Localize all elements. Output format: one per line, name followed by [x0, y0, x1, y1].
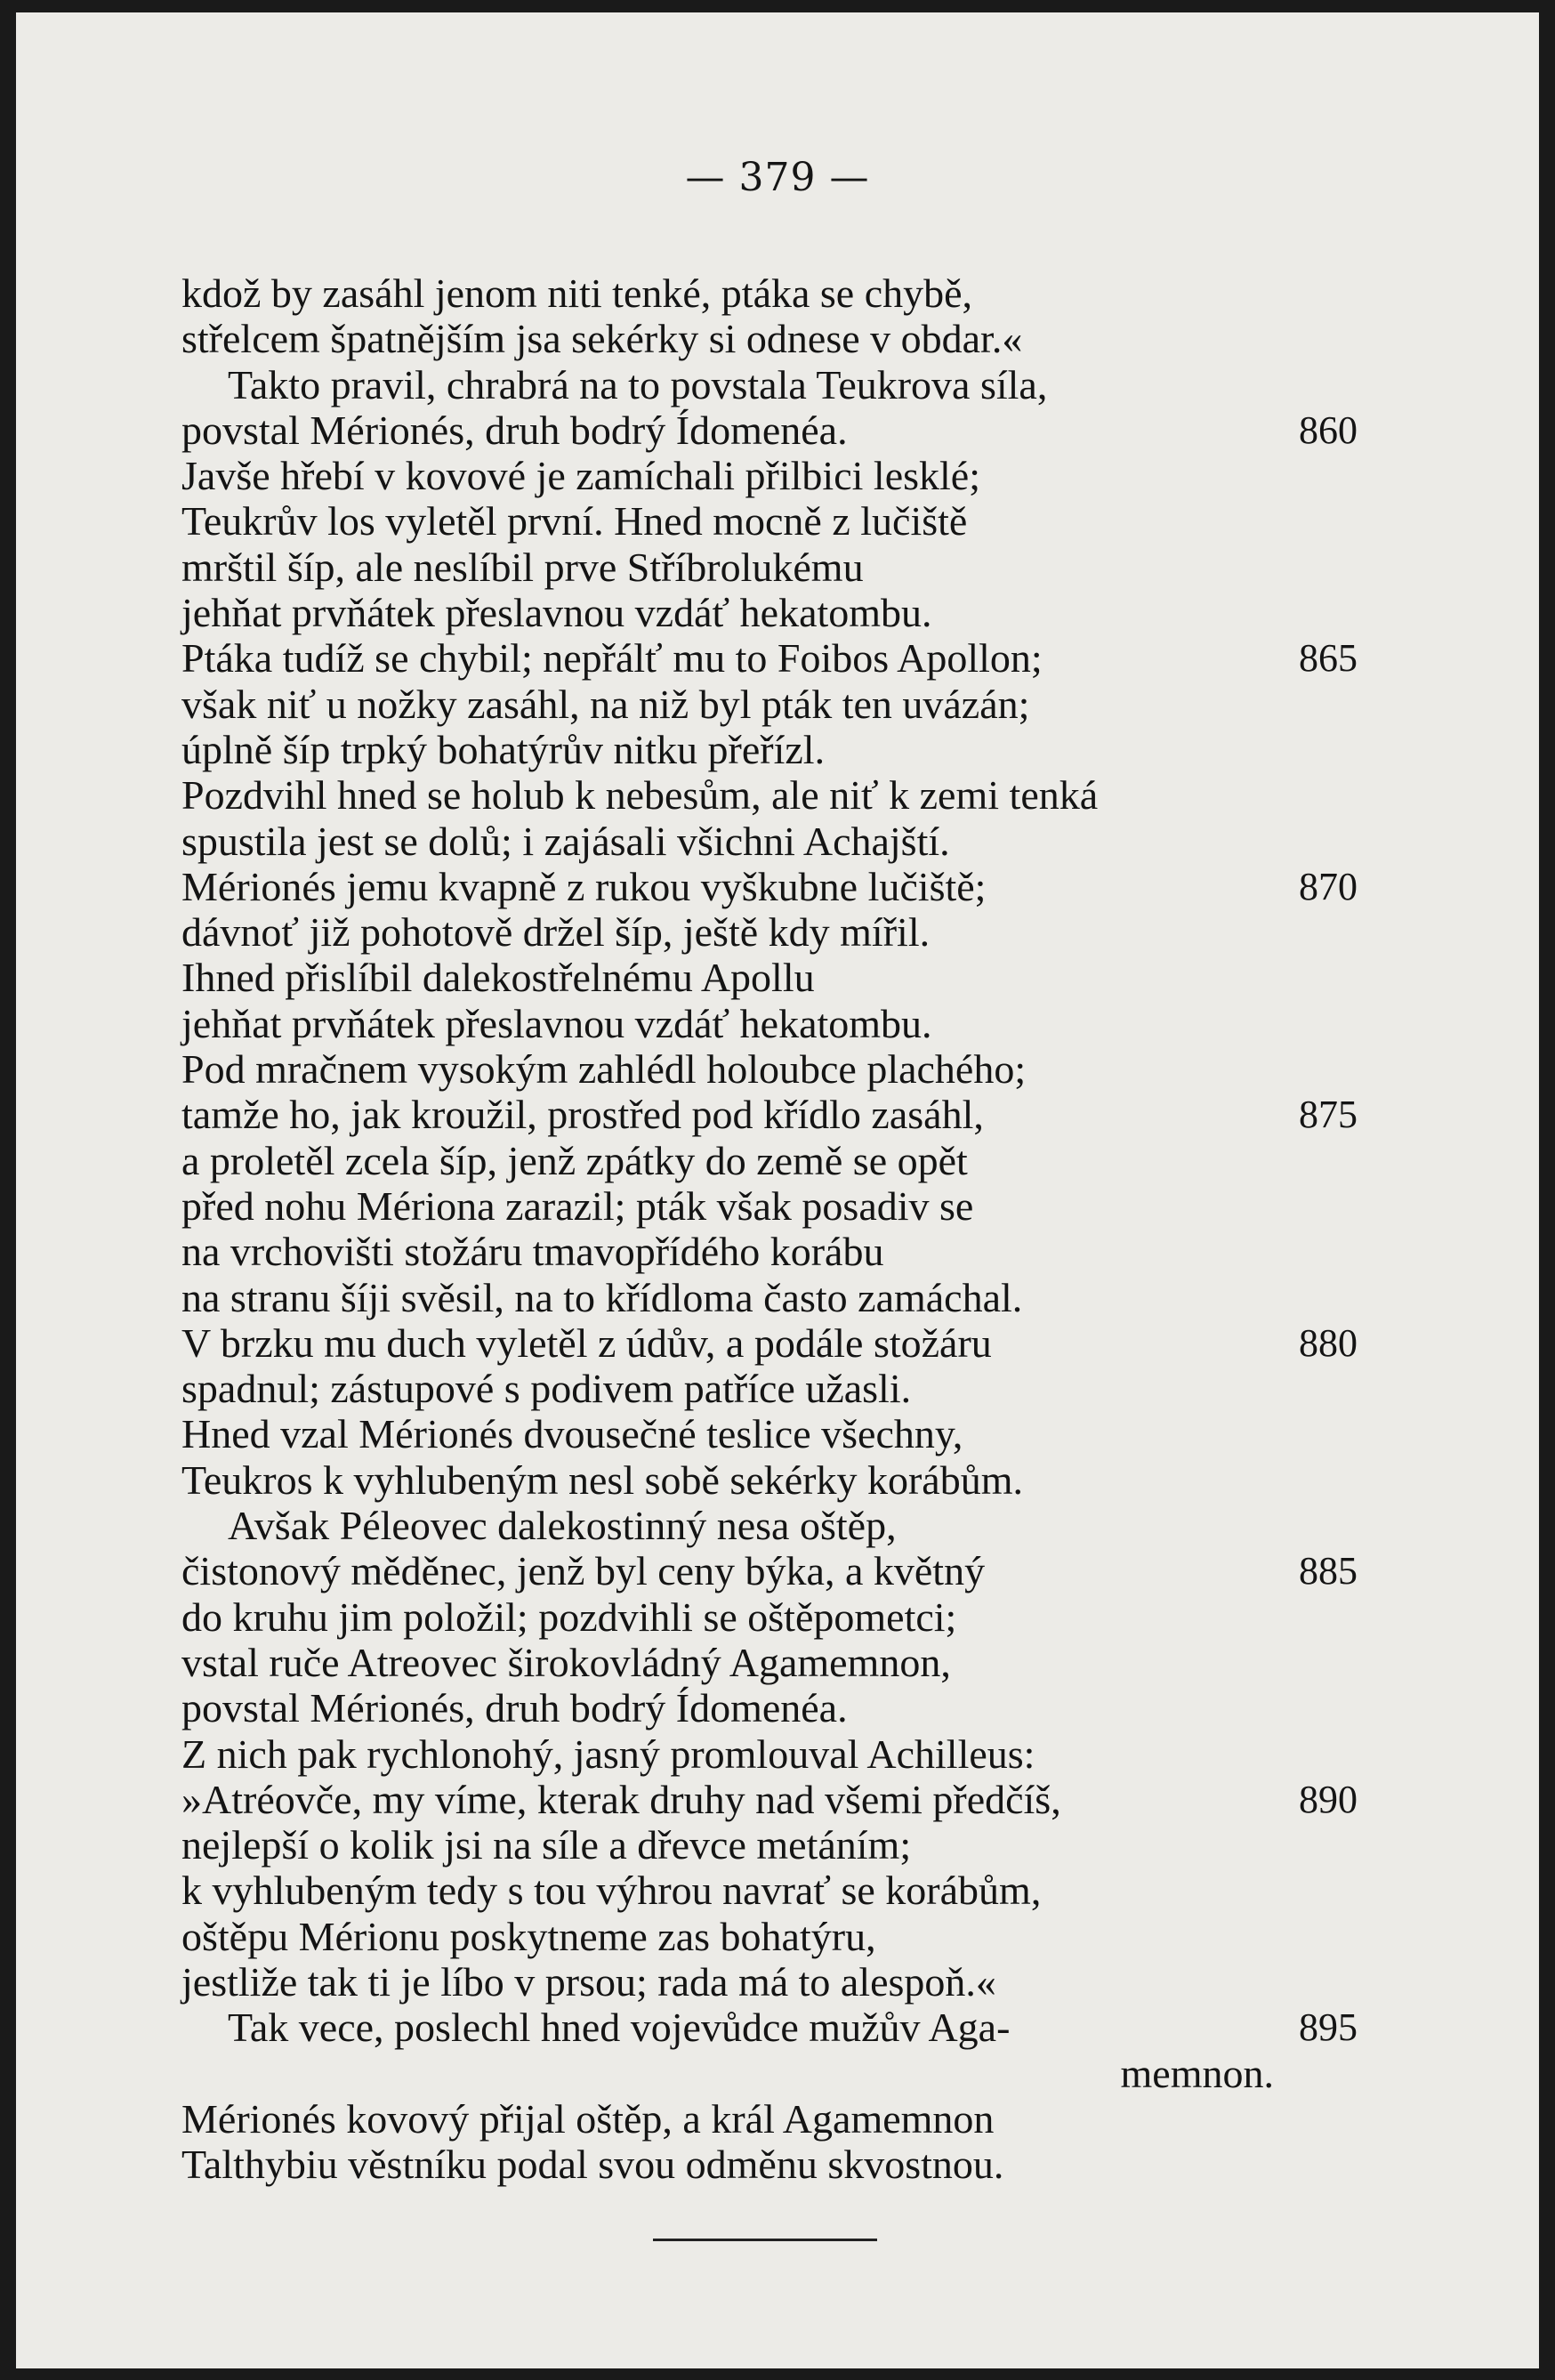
- verse-text: před nohu Mériona zarazil; pták však posadiv se: [181, 1182, 974, 1229]
- verse-line: [181, 1138, 1391, 1183]
- verse-line-number: 885: [1299, 1549, 1358, 1593]
- verse-line: [181, 1183, 1391, 1229]
- verse-line: [181, 1959, 1391, 2005]
- verse-line: [181, 955, 1391, 1000]
- verse-line: [181, 1594, 1391, 1640]
- verse-line: [181, 1092, 1391, 1137]
- verse-text: úplně šíp trpký bohatýrův nitku přeřízl.: [181, 726, 826, 772]
- verse-text: Teukrův los vyletěl první. Hned mocně z lučiště: [181, 498, 968, 545]
- verse-line: [181, 407, 1391, 453]
- verse-text: Tak vece, poslechl hned vojevůdce mužův Aga-: [228, 2005, 1011, 2051]
- verse-line: [181, 1229, 1391, 1274]
- verse-line: [181, 727, 1391, 772]
- verse-line: [181, 1868, 1391, 1913]
- verse-line: [181, 1320, 1391, 1366]
- verse-text: mrštil šíp, ale neslíbil prve Stříbrolukému: [181, 544, 864, 590]
- verse-text: jestliže tak ti je líbo v prsou; rada má to alespoň.«: [181, 1958, 996, 2005]
- book-page: [16, 12, 1539, 2368]
- verse-line: [181, 590, 1391, 635]
- verse-line: [181, 1640, 1391, 1685]
- verse-text: Z nich pak rychlonohý, jasný promlouval Achilleus:: [181, 1731, 1035, 1777]
- verse-text: Javše hřebí v kovové je zamíchali přilbici lesklé;: [181, 453, 980, 499]
- verse-line-number: 895: [1299, 2005, 1358, 2050]
- verse-line: [181, 1457, 1391, 1503]
- verse-text: Hned vzal Mérionés dvousečné teslice všechny,: [181, 1411, 963, 1457]
- verse-line: [181, 316, 1391, 361]
- verse-line: [181, 1275, 1391, 1320]
- verse-text: spadnul; zástupové s podivem patříce užasli.: [181, 1366, 912, 1412]
- verse-text: kdož by zasáhl jenom niti tenké, ptáka se chybě,: [181, 270, 973, 316]
- verse-text: jehňat prvňátek přeslavnou vzdáť hekatombu.: [181, 590, 932, 636]
- verse-text: na stranu šíji svěsil, na to křídloma často zamáchal.: [181, 1274, 1023, 1320]
- verse-line: [181, 1366, 1391, 1411]
- verse-text: V brzku mu duch vyletěl z údův, a podále stožáru: [181, 1319, 992, 1366]
- verse-text: Pozdvihl hned se holub k nebesům, ale niť k zemi tenká: [181, 772, 1099, 819]
- verse-line: [181, 1914, 1391, 1959]
- verse-text: jehňat prvňátek přeslavnou vzdáť hekatombu.: [181, 1000, 932, 1046]
- verse-line-number: 865: [1299, 636, 1358, 681]
- verse-text: Talthybiu věstníku podal svou odměnu skvostnou.: [181, 2142, 1004, 2188]
- verse-text: Mérionés jemu kvapně z rukou vyškubne lučiště;: [181, 863, 987, 909]
- verse-text: do kruhu jim položil; pozdvihli se oštěpometci;: [181, 1593, 957, 1640]
- verse-line: [181, 1731, 1391, 1777]
- verse-text: na vrchovišti stožáru tmavopřídého korábu: [181, 1229, 884, 1275]
- verse-text: nejlepší o kolik jsi na síle a dřevce metáním;: [181, 1822, 912, 1868]
- verse-text: povstal Mérionés, druh bodrý Ídomenéa.: [181, 1685, 848, 1731]
- page-number: — 379 —: [685, 155, 870, 200]
- verse-text: povstal Mérionés, druh bodrý Ídomenéa.: [181, 407, 848, 453]
- verse-line: [181, 270, 1391, 316]
- verse-line: [181, 682, 1391, 727]
- verse-text: a proletěl zcela šíp, jenž zpátky do země se opět: [181, 1137, 968, 1183]
- verse-text: dávnoť již pohotově držel šíp, ještě kdy mířil.: [181, 909, 931, 956]
- verse-text: oštěpu Mérionu poskytneme zas bohatýru,: [181, 1913, 876, 1959]
- verse-line: [181, 2005, 1391, 2050]
- verse-line: [181, 2051, 1391, 2096]
- verse-line: [181, 772, 1391, 818]
- verse-line: [181, 2096, 1391, 2142]
- end-rule: [653, 2239, 877, 2241]
- verse-line: [181, 635, 1391, 681]
- verse-line: [181, 362, 1391, 407]
- verse-text: spustila jest se dolů; i zajásali všichni Achajští.: [181, 818, 950, 864]
- verse-text: vstal ruče Atreovec širokovládný Agamemnon,: [181, 1639, 951, 1685]
- verse-text: střelcem špatnějším jsa sekérky si odnese v obdar.«: [181, 316, 1023, 362]
- verse-block: [181, 270, 1391, 2187]
- verse-text: memnon.: [1120, 2050, 1274, 2096]
- verse-line: [181, 1822, 1391, 1868]
- verse-line: [181, 545, 1391, 590]
- verse-line-number: 880: [1299, 1320, 1358, 1365]
- verse-text: Takto pravil, chrabrá na to povstala Teukrova síla,: [228, 361, 1048, 407]
- verse-line: [181, 453, 1391, 498]
- verse-line: [181, 1548, 1391, 1593]
- verse-line: [181, 1411, 1391, 1456]
- verse-line-number: 870: [1299, 864, 1358, 908]
- verse-line: [181, 1777, 1391, 1822]
- verse-line: [181, 909, 1391, 955]
- verse-line: [181, 864, 1391, 909]
- verse-line: [181, 498, 1391, 544]
- verse-text: Pod mračnem vysokým zahlédl holoubce plachého;: [181, 1046, 1027, 1093]
- verse-text: Ihned přislíbil dalekostřelnému Apollu: [181, 955, 815, 1001]
- verse-text: k vyhlubeným tedy s tou výhrou navrať se korábům,: [181, 1868, 1042, 1914]
- verse-line: [181, 1001, 1391, 1046]
- verse-text: tamže ho, jak kroužil, prostřed pod křídlo zasáhl,: [181, 1092, 984, 1138]
- verse-line-number: 875: [1299, 1093, 1358, 1137]
- verse-text: čistonový měděnec, jenž byl ceny býka, a květný: [181, 1548, 986, 1594]
- verse-line: [181, 1503, 1391, 1548]
- verse-text: Ptáka tudíž se chybil; nepřálť mu to Foibos Apollon;: [181, 635, 1043, 682]
- verse-text: Teukros k vyhlubeným nesl sobě sekérky korábům.: [181, 1456, 1023, 1503]
- verse-line-number: 860: [1299, 407, 1358, 452]
- verse-line-number: 890: [1299, 1777, 1358, 1821]
- verse-line: [181, 1046, 1391, 1092]
- verse-text: Avšak Péleovec dalekostinný nesa oštěp,: [228, 1503, 897, 1549]
- verse-line: [181, 819, 1391, 864]
- verse-text: »Atréovče, my víme, kterak druhy nad všemi předčíš,: [181, 1776, 1061, 1822]
- verse-line: [181, 1685, 1391, 1731]
- verse-text: Mérionés kovový přijal oštěp, a král Agamemnon: [181, 2095, 995, 2142]
- verse-line: [181, 2142, 1391, 2187]
- verse-text: však niť u nožky zasáhl, na niž byl pták ten uvázán;: [181, 681, 1030, 727]
